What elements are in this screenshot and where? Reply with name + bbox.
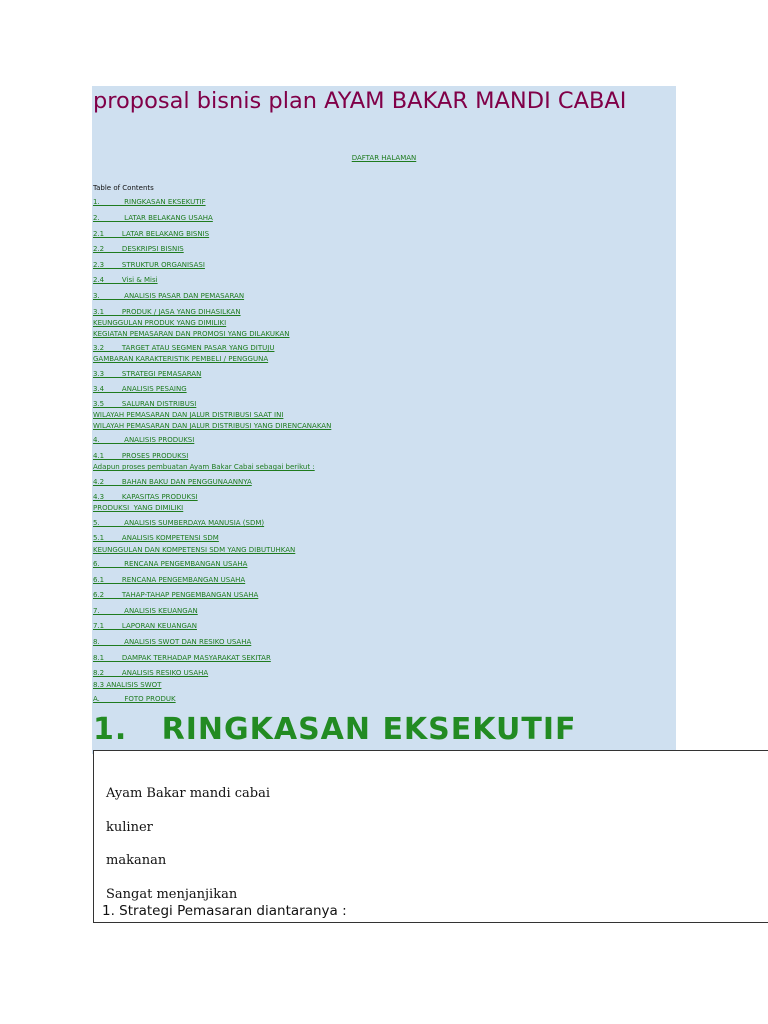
toc-link[interactable]: 3.3 STRATEGI PEMASARAN bbox=[93, 370, 202, 378]
document-title: proposal bisnis plan AYAM BAKAR MANDI CABAI bbox=[93, 88, 627, 114]
toc-link[interactable]: 8.2 ANALISIS RESIKO USAHA bbox=[93, 669, 209, 677]
toc-link[interactable]: A. FOTO PRODUK bbox=[93, 695, 176, 703]
toc-link[interactable]: 6. RENCANA PENGEMBANGAN USAHA bbox=[93, 560, 248, 568]
toc-link[interactable]: 2.1 LATAR BELAKANG BISNIS bbox=[93, 230, 210, 238]
toc-link[interactable]: 8.3 ANALISIS SWOT bbox=[93, 681, 162, 689]
toc-link[interactable]: 3. ANALISIS PASAR DAN PEMASARAN bbox=[93, 292, 245, 300]
toc-link[interactable]: 2.4 Visi & Misi bbox=[93, 276, 158, 284]
toc-link[interactable]: 8.1 DAMPAK TERHADAP MASYARAKAT SEKITAR bbox=[93, 654, 271, 662]
box-line: Sangat menjanjikan bbox=[106, 887, 238, 902]
toc-link[interactable]: KEUNGGULAN DAN KOMPETENSI SDM YANG DIBUTUHKAN bbox=[93, 546, 296, 554]
toc-link[interactable]: 2.3 STRUKTUR ORGANISASI bbox=[93, 261, 205, 269]
toc-link[interactable]: GAMBARAN KARAKTERISTIK PEMBELI / PENGGUNA bbox=[93, 355, 269, 363]
box-line: kuliner bbox=[106, 820, 153, 835]
daftar-halaman-link[interactable]: DAFTAR HALAMAN bbox=[351, 154, 417, 162]
toc-link[interactable]: 4.3 KAPASITAS PRODUKSI bbox=[93, 493, 198, 501]
toc-link[interactable]: 5.1 ANALISIS KOMPETENSI SDM bbox=[93, 534, 219, 542]
toc-link[interactable]: 4.2 BAHAN BAKU DAN PENGGUNAANNYA bbox=[93, 478, 252, 486]
toc-link[interactable]: 3.1 PRODUK / JASA YANG DIHASILKAN bbox=[93, 308, 241, 316]
toc-link[interactable]: 4. ANALISIS PRODUKSI bbox=[93, 436, 195, 444]
toc-link[interactable]: KEGIATAN PEMASARAN DAN PROMOSI YANG DILAKUKAN bbox=[93, 330, 290, 338]
toc-link[interactable]: 4.1 PROSES PRODUKSI bbox=[93, 452, 189, 460]
box-line: Ayam Bakar mandi cabai bbox=[106, 786, 271, 801]
box-line: makanan bbox=[106, 853, 167, 868]
toc-link[interactable]: 3.2 TARGET ATAU SEGMEN PASAR YANG DITUJU bbox=[93, 344, 275, 352]
toc-link[interactable]: PRODUKSI YANG DIMILIKI bbox=[93, 504, 184, 512]
toc-link[interactable]: 8. ANALISIS SWOT DAN RESIKO USAHA bbox=[93, 638, 252, 646]
toc-link[interactable]: 2. LATAR BELAKANG USAHA bbox=[93, 214, 213, 222]
toc-link[interactable]: Adapun proses pembuatan Ayam Bakar Cabai sebagai berikut : bbox=[93, 463, 315, 471]
section-heading-ringkasan: 1. RINGKASAN EKSEKUTIF bbox=[93, 712, 577, 747]
toc-link[interactable]: 1. RINGKASAN EKSEKUTIF bbox=[93, 198, 206, 206]
toc-link[interactable]: KEUNGGULAN PRODUK YANG DIMILIKI bbox=[93, 319, 227, 327]
toc-heading: Table of Contents bbox=[93, 184, 154, 192]
toc-link[interactable]: 7.1 LAPORAN KEUANGAN bbox=[93, 622, 197, 630]
toc-link[interactable]: 3.4 ANALISIS PESAING bbox=[93, 385, 187, 393]
toc-link[interactable]: 3.5 SALURAN DISTRIBUSI bbox=[93, 400, 197, 408]
toc-link[interactable]: 5. ANALISIS SUMBERDAYA MANUSIA (SDM) bbox=[93, 519, 265, 527]
toc-link[interactable]: WILAYAH PEMASARAN DAN JALUR DISTRIBUSI YANG DIRENCANAKAN bbox=[93, 422, 332, 430]
toc-link[interactable]: 7. ANALISIS KEUANGAN bbox=[93, 607, 198, 615]
toc-link[interactable]: 6.2 TAHAP-TAHAP PENGEMBANGAN USAHA bbox=[93, 591, 259, 599]
toc-link[interactable]: WILAYAH PEMASARAN DAN JALUR DISTRIBUSI SAAT INI bbox=[93, 411, 284, 419]
strategy-line: 1. Strategi Pemasaran diantaranya : bbox=[102, 903, 347, 919]
toc-link[interactable]: 6.1 RENCANA PENGEMBANGAN USAHA bbox=[93, 576, 246, 584]
toc-link[interactable]: 2.2 DESKRIPSI BISNIS bbox=[93, 245, 184, 253]
